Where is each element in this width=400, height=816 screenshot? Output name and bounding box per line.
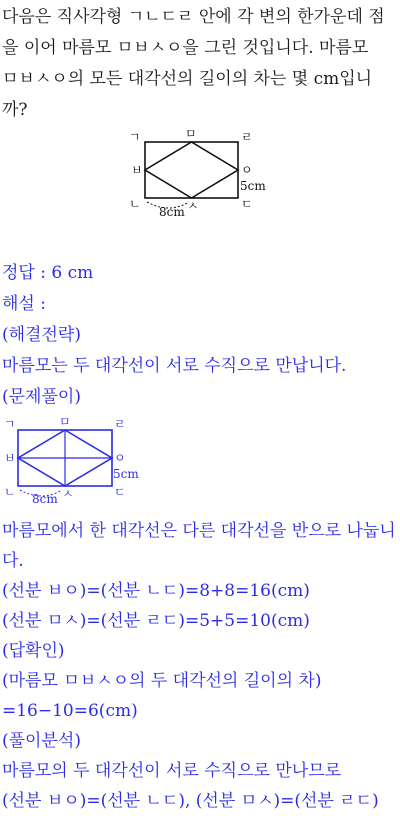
label-r: ㄹ [114, 417, 126, 431]
rectangle-outline [145, 142, 238, 198]
question-line: 다음은 직사각형 ㄱㄴㄷㄹ 안에 각 변의 한가운데 점 [2, 7, 385, 27]
label-s: ㅅ [62, 487, 74, 501]
rhombus-outline [145, 142, 238, 198]
length-label-bottom: 8cm [159, 205, 185, 219]
solution-line: 마름모에서 한 대각선은 다른 대각선을 반으로 나눕니 [2, 521, 396, 541]
solution-figure [2, 414, 162, 506]
solution-line: 마름모의 두 대각선이 서로 수직으로 만나므로 [2, 761, 342, 781]
label-o: ㅇ [114, 451, 126, 465]
strategy-heading: (해결전략) [2, 325, 81, 345]
explanation-heading: 해설 : [2, 294, 46, 314]
strategy-text: 마름모는 두 대각선이 서로 수직으로 만납니다. [2, 356, 347, 376]
length-label-side: 5cm [240, 179, 266, 193]
answer-section [2, 258, 398, 413]
label-d: ㄷ [241, 197, 253, 211]
label-s: ㅅ [187, 199, 199, 213]
analysis-heading: (풀이분석) [2, 731, 81, 751]
label-n: ㄴ [4, 485, 16, 499]
solution-line: (선분 ㅂㅇ)=(선분 ㄴㄷ)=8+8=16(cm) [2, 581, 310, 601]
solution-line: 다. [2, 551, 24, 571]
label-m: ㅁ [185, 127, 197, 141]
label-b: ㅂ [131, 163, 143, 177]
length-label-side: 5cm [113, 467, 139, 481]
label-m: ㅁ [59, 415, 71, 429]
question-text [2, 2, 398, 126]
solution-line: =16−10=6(cm) [2, 701, 138, 721]
label-g: ㄱ [4, 417, 16, 431]
solution-heading: (문제풀이) [2, 387, 81, 407]
question-line: 까? [2, 100, 28, 120]
answer-line: 정답 : 6 cm [2, 263, 94, 283]
label-r: ㄹ [241, 130, 253, 144]
solution-line: (선분 ㅁㅅ)=(선분 ㄹㄷ)=5+5=10(cm) [2, 611, 310, 631]
question-line: ㅁㅂㅅㅇ의 모든 대각선의 길이의 차는 몇 cm입니 [2, 69, 373, 89]
label-g: ㄱ [129, 130, 141, 144]
check-heading: (답확인) [2, 641, 65, 661]
label-o: ㅇ [241, 163, 253, 177]
question-figure [125, 128, 285, 223]
length-label-bottom: 8cm [32, 492, 58, 506]
solution-section [2, 516, 398, 816]
solution-line: (마름모 ㅁㅂㅅㅇ의 두 대각선의 길이의 차) [2, 671, 322, 691]
label-n: ㄴ [129, 197, 141, 211]
label-b: ㅂ [4, 451, 16, 465]
solution-line: (선분 ㅂㅇ)=(선분 ㄴㄷ), (선분 ㅁㅅ)=(선분 ㄹㄷ) [2, 791, 379, 811]
question-line: 을 이어 마름모 ㅁㅂㅅㅇ을 그린 것입니다. 마름모 [2, 38, 369, 58]
label-d: ㄷ [114, 485, 126, 499]
